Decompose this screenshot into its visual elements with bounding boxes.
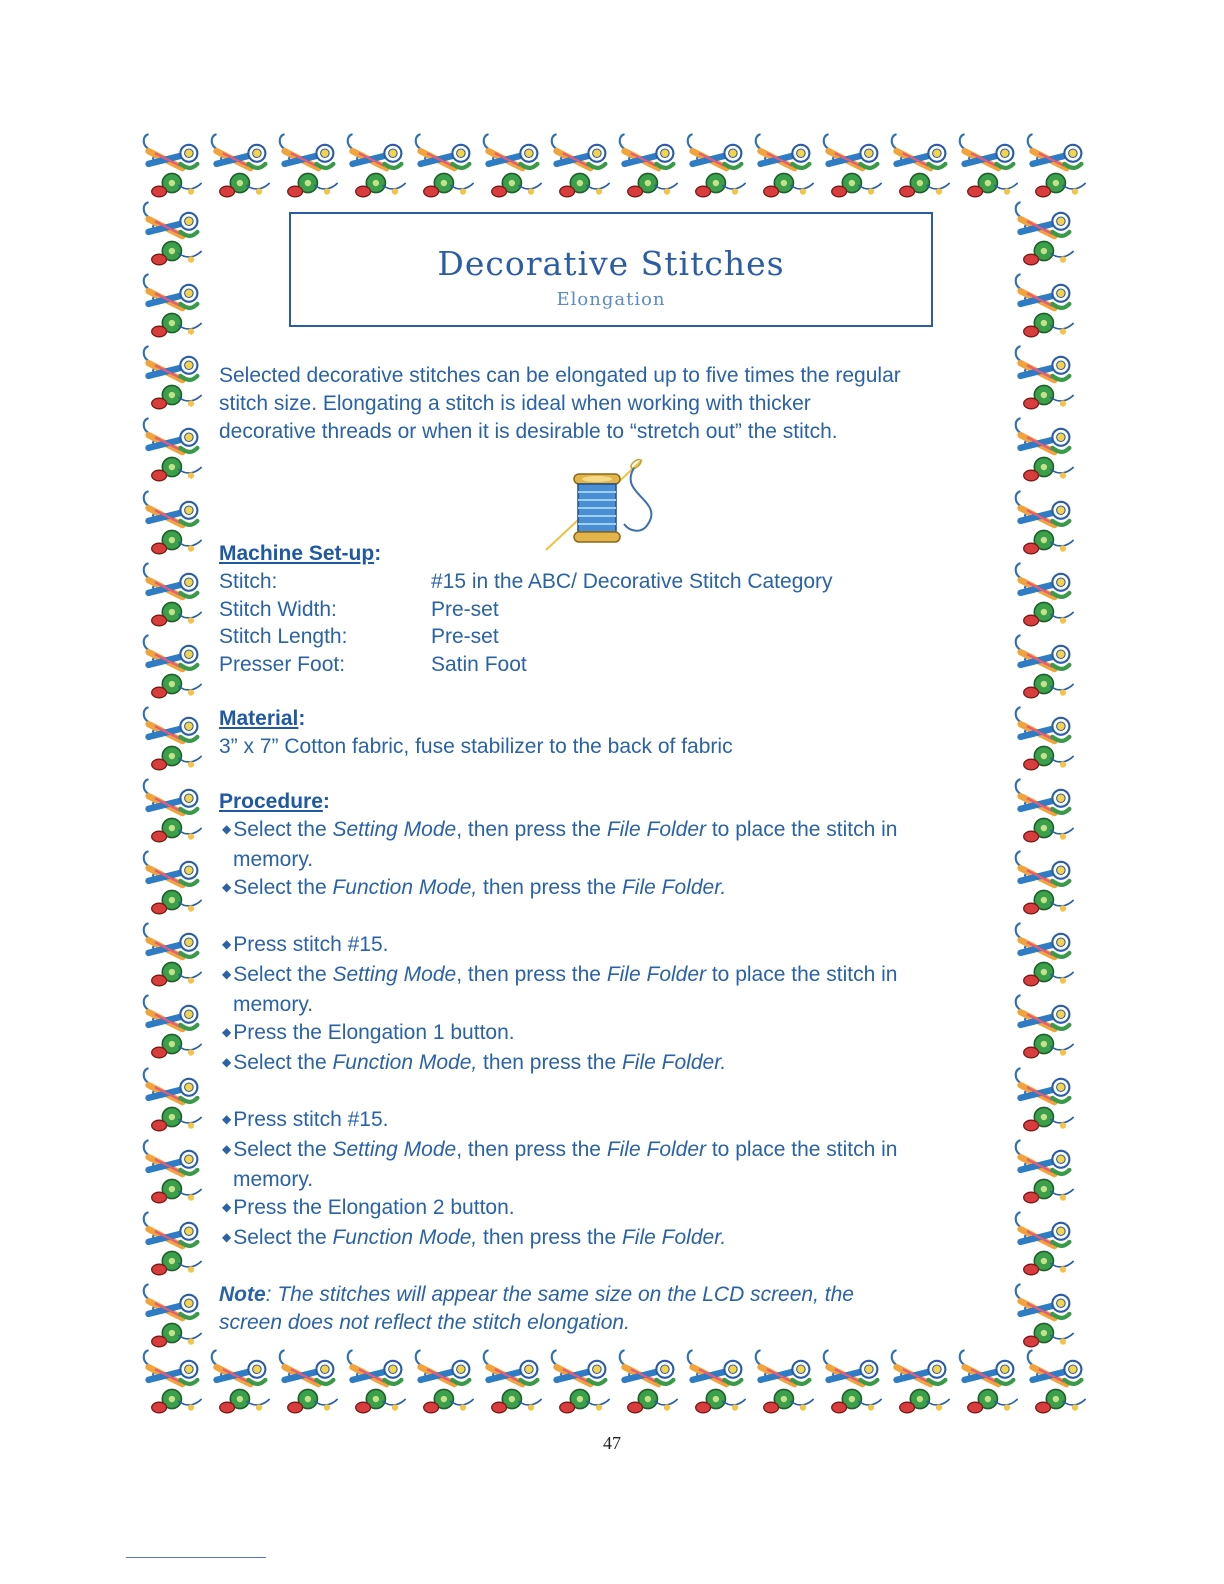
scissors-spool-icon bbox=[1012, 1138, 1080, 1206]
scissors-spool-icon bbox=[820, 132, 888, 200]
scissors-spool-icon bbox=[684, 1348, 752, 1416]
page-number: 47 bbox=[603, 1433, 621, 1453]
intro-line: decorative threads or when it is desirable to “stretch out” the stitch. bbox=[219, 420, 838, 443]
footer-rule bbox=[126, 1557, 266, 1558]
procedure-step: ◆Select the Function Mode, then press the File Folder. bbox=[222, 1051, 727, 1074]
page-content bbox=[219, 362, 1009, 1337]
scissors-spool-icon bbox=[1012, 344, 1080, 412]
scissors-spool-icon bbox=[140, 416, 208, 484]
procedure-step-cont: memory. bbox=[233, 848, 314, 871]
scissors-spool-icon bbox=[412, 132, 480, 200]
scissors-spool-icon bbox=[344, 1348, 412, 1416]
procedure-step: ◆Select the Function Mode, then press the File Folder. bbox=[222, 876, 727, 899]
scissors-spool-icon bbox=[1012, 777, 1080, 845]
scissors-spool-icon bbox=[208, 132, 276, 200]
scissors-spool-icon bbox=[276, 132, 344, 200]
setup-label: Stitch: bbox=[219, 570, 278, 593]
note-cont: screen does not reflect the stitch elongation. bbox=[219, 1311, 630, 1334]
scissors-spool-icon bbox=[480, 1348, 548, 1416]
setup-value: Satin Foot bbox=[431, 652, 527, 676]
scissors-spool-icon bbox=[752, 1348, 820, 1416]
scissors-spool-icon bbox=[684, 132, 752, 200]
scissors-spool-icon bbox=[140, 561, 208, 629]
scissors-spool-icon bbox=[888, 132, 956, 200]
scissors-spool-icon bbox=[140, 633, 208, 701]
scissors-spool-icon bbox=[140, 993, 208, 1061]
scissors-spool-icon bbox=[888, 1348, 956, 1416]
scissors-spool-icon bbox=[1012, 272, 1080, 340]
page-subtitle: Elongation bbox=[556, 289, 666, 310]
scissors-spool-icon bbox=[1012, 200, 1080, 268]
material-heading: Material: bbox=[219, 707, 306, 730]
scissors-spool-icon bbox=[1012, 849, 1080, 917]
border-left bbox=[140, 200, 220, 1350]
scissors-spool-icon bbox=[956, 132, 1024, 200]
scissors-spool-icon bbox=[1012, 921, 1080, 989]
scissors-spool-icon bbox=[616, 1348, 684, 1416]
scissors-spool-icon bbox=[1012, 633, 1080, 701]
scissors-spool-icon bbox=[1012, 1066, 1080, 1134]
scissors-spool-icon bbox=[276, 1348, 344, 1416]
scissors-spool-icon bbox=[752, 132, 820, 200]
scissors-spool-icon bbox=[140, 132, 208, 200]
scissors-spool-icon bbox=[140, 1210, 208, 1278]
procedure-step: ◆Select the Setting Mode, then press the File Folder to place the stitch in bbox=[222, 818, 898, 841]
scissors-spool-icon bbox=[1012, 489, 1080, 557]
scissors-spool-icon bbox=[140, 849, 208, 917]
scissors-spool-icon bbox=[140, 1348, 208, 1416]
border-bottom bbox=[140, 1348, 1085, 1428]
setup-row bbox=[219, 596, 1009, 624]
scissors-spool-icon bbox=[344, 132, 412, 200]
scissors-spool-icon bbox=[140, 1138, 208, 1206]
title-box bbox=[289, 212, 933, 327]
scissors-spool-icon bbox=[1012, 1210, 1080, 1278]
scissors-spool-icon bbox=[208, 1348, 276, 1416]
scissors-spool-icon bbox=[140, 200, 208, 268]
scissors-spool-icon bbox=[140, 777, 208, 845]
procedure-step: ◆Press the Elongation 1 button. bbox=[222, 1021, 515, 1044]
scissors-spool-icon bbox=[140, 705, 208, 773]
procedure-heading: Procedure: bbox=[219, 790, 330, 813]
procedure-step: ◆Select the Function Mode, then press the File Folder. bbox=[222, 1226, 727, 1249]
scissors-spool-icon bbox=[140, 1066, 208, 1134]
scissors-spool-icon bbox=[140, 489, 208, 557]
scissors-spool-icon bbox=[140, 344, 208, 412]
intro-line: stitch size. Elongating a stitch is ideal when working with thicker bbox=[219, 392, 811, 415]
scissors-spool-icon bbox=[480, 132, 548, 200]
procedure-step-cont: memory. bbox=[233, 1168, 314, 1191]
scissors-spool-icon bbox=[1012, 561, 1080, 629]
scissors-spool-icon bbox=[412, 1348, 480, 1416]
setup-value: Pre-set bbox=[431, 625, 499, 648]
scissors-spool-icon bbox=[1012, 705, 1080, 773]
procedure-step: ◆Select the Setting Mode, then press the File Folder to place the stitch in bbox=[222, 1138, 898, 1161]
setup-label: Presser Foot: bbox=[219, 652, 346, 676]
procedure-step: ◆Press stitch #15. bbox=[222, 933, 389, 956]
setup-row bbox=[219, 623, 1009, 651]
scissors-spool-icon bbox=[1024, 132, 1092, 200]
scissors-spool-icon bbox=[1012, 416, 1080, 484]
procedure-step: ◆Select the Setting Mode, then press the File Folder to place the stitch in bbox=[222, 963, 898, 986]
material-text: 3” x 7” Cotton fabric, fuse stabilizer to the back of fabric bbox=[219, 735, 733, 758]
setup-row bbox=[219, 651, 1009, 679]
scissors-spool-icon bbox=[1012, 993, 1080, 1061]
scissors-spool-icon bbox=[1024, 1348, 1092, 1416]
scissors-spool-icon bbox=[548, 1348, 616, 1416]
scissors-spool-icon bbox=[1012, 1282, 1080, 1350]
procedure-step: ◆Press stitch #15. bbox=[222, 1108, 389, 1131]
setup-label: Stitch Length: bbox=[219, 625, 348, 648]
setup-heading: Machine Set-up: bbox=[219, 542, 382, 565]
procedure-step: ◆Press the Elongation 2 button. bbox=[222, 1196, 515, 1219]
procedure-step-cont: memory. bbox=[233, 993, 314, 1016]
page-title: Decorative Stitches bbox=[437, 244, 785, 283]
scissors-spool-icon bbox=[956, 1348, 1024, 1416]
setup-value: #15 in the ABC/ Decorative Stitch Category bbox=[431, 570, 833, 593]
intro-line: Selected decorative stitches can be elongated up to five times the regular bbox=[219, 364, 901, 387]
border-top bbox=[140, 132, 1085, 212]
scissors-spool-icon bbox=[616, 132, 684, 200]
scissors-spool-icon bbox=[820, 1348, 888, 1416]
setup-label: Stitch Width: bbox=[219, 597, 337, 621]
note: Note: The stitches will appear the same size on the LCD screen, the bbox=[219, 1283, 854, 1306]
scissors-spool-icon bbox=[140, 1282, 208, 1350]
scissors-spool-icon bbox=[140, 921, 208, 989]
scissors-spool-icon bbox=[140, 272, 208, 340]
setup-value: Pre-set bbox=[431, 597, 499, 621]
scissors-spool-icon bbox=[548, 132, 616, 200]
setup-row bbox=[219, 568, 1009, 596]
border-right bbox=[1012, 200, 1092, 1350]
